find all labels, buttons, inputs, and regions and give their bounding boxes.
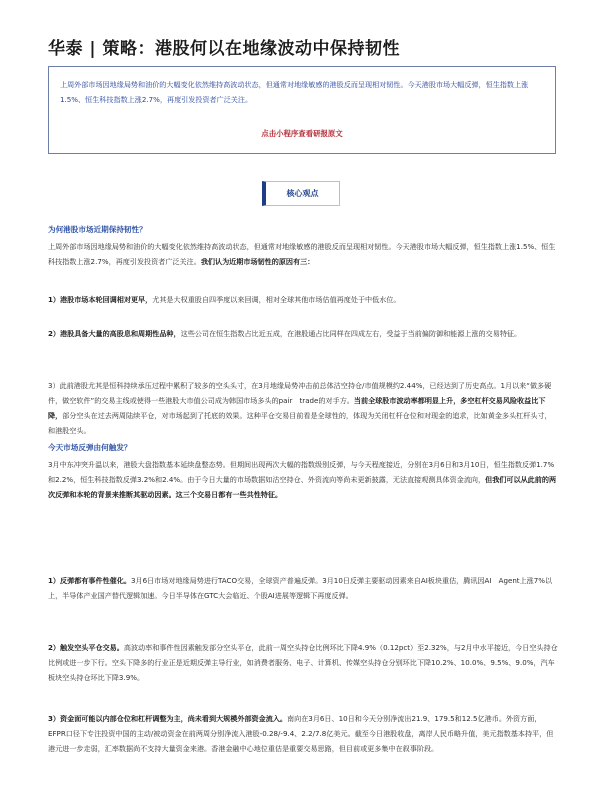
paragraph-text: 3月6日市场对地缘局势进行TACO交易，全球资产普遍反弹。3月10日反弹主要驱动因素来自AI板块重估，腾讯因AI Agent上涨7%以上，半导体产业国产替代逻辑加速。今日半导体在GTC大会临近、个股AI进展等逻辑下再度反弹。 bbox=[48, 576, 553, 600]
page-title: 华泰 | 策略：港股何以在地缘波动中保持韧性 bbox=[48, 39, 401, 59]
paragraph-text: 高波动率和事件性因素触发部分空头平仓，此前一周空头持仓比例环比下降4.9%（0.12pct）至2.32%，与2月中水平接近，今日空头持仓比例或进一步下行。空头下降多的行业正是近期反弹主导行业，如消费者服务、电子、计算机、传媒空头持仓分别环比下降10.2%、10.0%、9.5%、9.0%，汽车板块空头持仓环比下降3.9%。 bbox=[48, 643, 558, 682]
view-report-link[interactable]: 点击小程序查看研报原文 bbox=[261, 129, 343, 138]
paragraph-rebound-intro bbox=[48, 457, 558, 502]
paragraph-text: 上周外部市场因地缘局势和油价的大幅变化依然维持高波动状态，但通常对地缘敏感的港股反而呈现相对韧性。今天港股市场大幅反弹，恒生指数上涨1.5%、恒生科技指数上涨2.7%，再度引发投资者广泛关注。 bbox=[48, 242, 556, 266]
summary-text: 上周外部市场因地缘局势和油价的大幅变化依然维持高波动状态，但通常对地缘敏感的港股反而呈现相对韧性。今天港股市场大幅反弹，恒生指数上涨1.5%、恒生科技指数上涨2.7%，再度引发投资者广泛关注。 bbox=[60, 80, 529, 104]
question-heading-rebound: 今天市场反弹由何触发？ bbox=[48, 443, 132, 452]
paragraph-trigger-2 bbox=[48, 640, 558, 685]
paragraph-text: 3）此前港股尤其是恒科持续承压过程中累积了较多的空头头寸，在3月地缘局势冲击前总体沽空持仓/市值规模约2.44%，已经达到了历史高点。1月以来“做多硬件，做空软件”的交易主线或使得一些港股大市值公司成为韩国市场多头的pair trade的对手方。 bbox=[48, 381, 552, 405]
paragraph-trigger-1 bbox=[48, 573, 558, 603]
question-heading-resilience: 为何港股市场近期保持韧性？ bbox=[48, 225, 147, 234]
paragraph-emphasis: 但我们可以从此前的两次反弹和本轮的背景来推断其驱动因素。这三个交易日都有一些共性特征。 bbox=[48, 475, 557, 499]
paragraph-emphasis: 1）港股市场本轮回调相对更早， bbox=[48, 295, 153, 304]
paragraph-emphasis: 1）反弹都有事件性催化。 bbox=[48, 576, 131, 585]
paragraph-emphasis: 2）触发空头平仓交易。 bbox=[48, 643, 124, 652]
paragraph-text: 南向在3月6日、10日和今天分别净流出21.9、179.5和12.5亿港币。外资方面，EFPR口径下专注投资中国的主动/被动资金在前两周分别净流入港股-0.28/-9.4、2.2/7.8亿美元。截至今日港股收盘，离岸人民币略升值，美元指数基本持平，但港元进一步走弱，汇率数据尚不支持大量资金来港。香港金融中心地位重估是重要交易思路，但目前或更多集中在叙事阶段。 bbox=[48, 714, 554, 753]
paragraph-text: 尤其是大权重股自四季度以来回调，相对全球其他市场估值再度处于中低水位。 bbox=[152, 295, 401, 304]
paragraph-reason-3 bbox=[48, 378, 558, 438]
paragraph-trigger-3 bbox=[48, 711, 558, 756]
paragraph-emphasis: 3）资金面可能以内部仓位和杠杆调整为主，尚未看到大规模外部资金流入。 bbox=[48, 714, 288, 723]
paragraph-emphasis: 我们认为近期市场韧性的原因有三： bbox=[200, 257, 315, 266]
summary-box bbox=[48, 66, 556, 154]
paragraph-emphasis: 当前全球股市波动率都明显上升，多空杠杆交易风险收益比下降， bbox=[48, 396, 546, 420]
paragraph-text: 3月中东冲突升温以来，港股大盘指数基本延续盘整态势。但期间出现两次大幅的指数级别反弹，与今天程度接近，分别在3月6日和3月10日，恒生指数反弹1.7%和2.2%，恒生科技指数反弹3.2%和2.4%。由于今日大量的市场数据如沽空持仓、外资流向等尚未更新披露，无法直接观测具体资金流向， bbox=[48, 460, 555, 484]
section-label-core-views: 核心观点 bbox=[262, 181, 340, 206]
paragraph-text: 部分空头在过去两周陆续平仓，对市场起到了托底的效果。这种平仓交易目前看是全球性的，体现为关闭杠杆仓位和对现金的追求，比如黄金多头杠杆头寸，和港股空头。 bbox=[48, 411, 552, 435]
paragraph-reason-1 bbox=[48, 292, 558, 307]
paragraph-reason-2 bbox=[48, 326, 558, 341]
paragraph-text: 这些公司在恒生指数占比近五成，在港股通占比同样在四成左右，受益于当前偏防御和能源上涨的交易特征。 bbox=[180, 329, 522, 338]
paragraph-resilience-intro bbox=[48, 239, 558, 269]
paragraph-emphasis: 2）港股具备大量的高股息和周期性品种， bbox=[48, 329, 181, 338]
